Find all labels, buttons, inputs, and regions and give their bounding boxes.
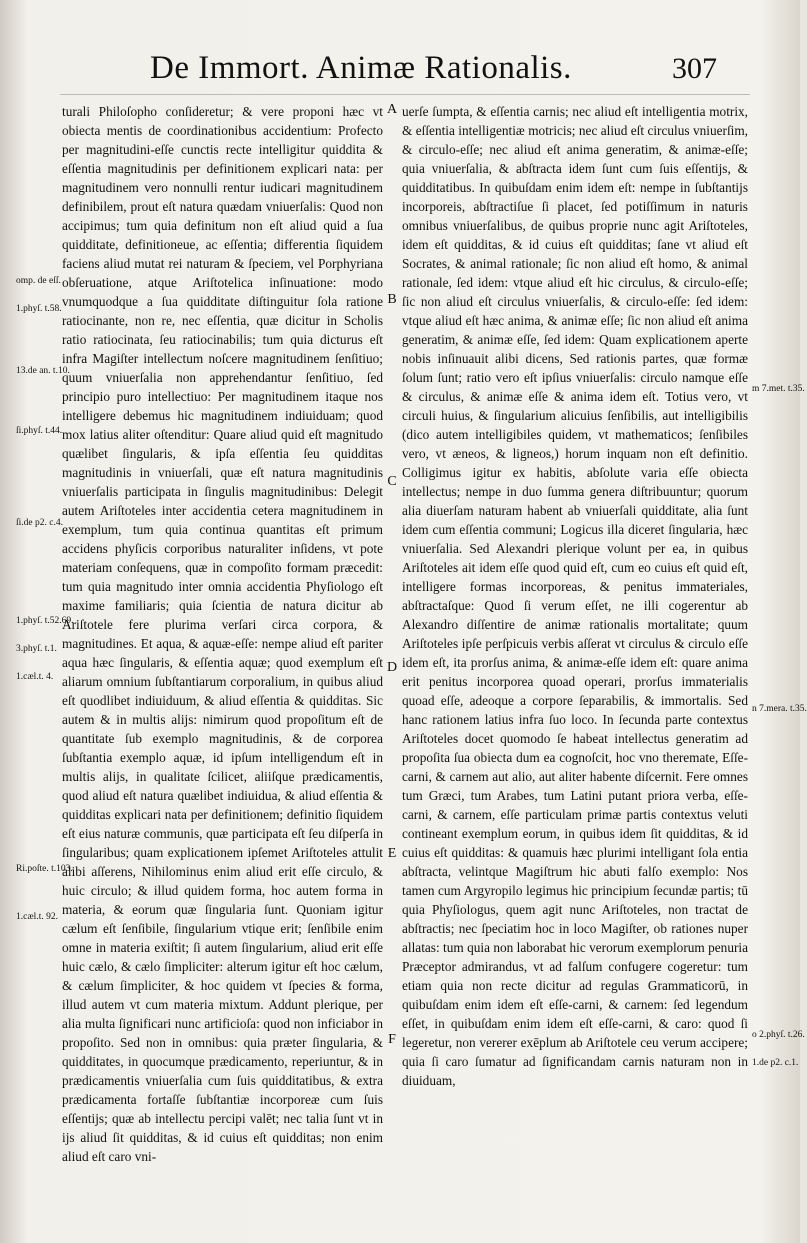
margin-note: Ri.poſte. t.103. [16, 864, 73, 874]
margin-note: omp. de eſſ. [16, 276, 61, 286]
page-number: 307 [672, 52, 717, 85]
section-letter-c: C [387, 474, 397, 489]
text-column-right [402, 102, 748, 1090]
margin-note: 1.de p2. c.1. [752, 1058, 799, 1068]
margin-note: o 2.phyſ. t.26. [752, 1030, 805, 1040]
margin-note: 1.phyſ. t.58. [16, 304, 62, 314]
running-head: De Immort. Animæ Rationalis. [150, 50, 572, 86]
margin-note: n 7.mera. t.35. [752, 704, 807, 714]
margin-note: ſi.de p2. c.4. [16, 518, 63, 528]
column-left-text: turali Philoſopho conſideretur; & vere proponi hæc vt obiecta mentis de coordinationibus accidentium: Profecto per magnitudini-eſſe cunctis recte intelligitur quiddita & eſſentia magnitudinis per definitionem explicari nata: per magnitudinem vero nonnulli rentur iudicari magnitudinem definibilem, prout eſt natura quædam vniuerſalis: Quod non accipimus; tum quia definitum non eſt aliud quid a ſua quidditate, definitioneue, ac eſſentia; differentia ſiquidem faciens aliud mutat rei naturam & ſpeciem, vel Porphyriana obſeruatione, atque Ariſtotelica inſinuatione: modo vnumquodque a ſua quidditate diſtinguitur ſola ratione ratiocinante, non re, nec eſſentia, quæ dicitur in Scholis ratio ratiocinata, ſeu ratiocinabilis; tum quia dicturus eſt infra Magiſter intellectum noſcere magnitudinem ſenſitiuo; quum vniuerſalia non apprehendantur ſenſitiuo, ſed principio puro intellectiuo: Per magnitudinem itaque nos intelligere debemus hic magnitudinem indiuiduam; quod mox latius aliter oſtenditur: Quare aliud quid eſt magnitudo quælibet ſingularis, & ipſa eſſentia ſeu quidditas magnitudinis in vniuerſali, quæ eſt natura magnitudinis vniuerſalis participata in ſingulis magnitudinibus: Delegit autem Ariſtoteles inter accidentia cetera magnitudinem in exemplum, tum quia continua quantitas eſt primum accidens phyſicis corporibus naturaliter inſidens, vt pote materiam conſequens, quæ in compoſito formam præcedit: tum quia magnitudo inter omnia accidentia Phyſiologo eſt maxime familiaris; quia ſcientia de natura dicitur ab Ariſtotele fere plurima verſari circa corpora, & magnitudines. Et aqua, & aquæ-eſſe: nempe aliud eſt pariter aqua hæc ſingularis, & eſſentia aquæ; quod exemplum eſt aliarum omnium ſubſtantiarum corporalium, in quibus aliud eſt quodlibet indiuiduum, & aliud eſſentia & quidditas. Sic autem & in multis alijs: nimirum quod propoſitum eſt de quantitate ſub exemplo magnitudinis, & de corporea ſubſtantia exemplo aquæ, id ipſum intelligendum eſt in multis alijs, in qualitate ſcilicet, aliiſque prædicamentis, quod aliud eſt natura quælibet indiuidua, & aliud eſſentia & quidditas explicari nata per definitionem; definitio ſiquidem eſt eius naturæ communis, quæ participata eſt ſeu diſperſa in ſingularibus; quam explicationem ipſemet Ariſtoteles attulit alibi aſſerens, Nihilominus enim aliud erit eſſe circulo, & huic circulo; & illud quidem forma, hoc autem forma in materia, & eorum quæ ſingularia ſunt. Quoniam igitur cælum eſt ſenſibile, ſingularium vtique erit; ſenſibile enim omne in materia exiſtit; ſi autem ſingularium, aliud erit eſſe huic cælo, & cælo ſimpliciter: alterum igitur eſt hoc cælum, & cælum ſimpliciter, & hoc quidem vt ſpecies & forma, illud autem vt cum materia mixtum. Addunt plerique, per alia multa ſignificari nunc artificioſa: quod non inficiabor in propoſito. Sed non in omnibus: quia præter ſingularia, & quidditates, in quocumque prædicamento, reperiuntur, & in prædicamentis vniuerſalia cum ſuis quidditatibus, & extra prædicamenta fortaſſe ſubſtantiæ incorporeæ cum ſuis eſſentijs; quæ ab intellectu percipi valēt; nec talia ſunt vt in ijs aliud ſit quidditas, & id cuius eſt quidditas; non enim aliud eſt caro vni- [62, 104, 383, 1164]
margin-note: ſi.phyſ. t.44. [16, 426, 63, 436]
column-right-text: uerſe ſumpta, & eſſentia carnis; nec aliud eſt intelligentia motrix, & eſſentia intelligentiæ motricis; nec aliud eſt circulus vniuerſim, & circulo-eſſe; nec aliud eſt anima generatim, & animæ-eſſe; quia vniuerſalia, & abſtracta idem ſunt cum ſuis eſſentijs, & quidditatibus. In quibuſdam enim idem eſt: nempe in ſubſtantijs incorporeis, abſtractiſue ſi placet, ſed potiſſimum in naturis omnibus vniuerſalibus, de quibus proprie nunc agit Ariſtoteles, idem eſt quidditas, & id cuius eſt quidditas; ſane vt aliud eſt Socrates, & animal rationale; ſic non aliud eſt homo, & animal rationale, ſed idem: vtque aliud eſt hic circulus, & circulo-eſſe; ſic non aliud eſt circulus vniuerſalis, & circulo-eſſe: ſed idem: vtque aliud eſt hæc anima, & animæ eſſe; ſic non aliud eſt anima generatim, & animæ eſſe, ſed idem: Quam explicationem aperte nobis inſinuauit alibi dicens, Sed rationis partes, quæ formæ ſolum ſunt; ratio vero eſt ipſius vniuerſalis: circulo namque eſſe & circulus, & animæ eſſe & anima idem eſt. Totius vero, vt circuli huius, & ſingularium alicuius ſenſibilis, aut intelligibilis (dico autem intelligibiles quidem, vt mathematicos; ſenſibiles vero, vt æneos, & ligneos,) horum inquam non eſt definitio. Colligimus igitur ex habitis, abſolute varia eſſe obiecta intellectus; nempe in duo ſumma genera diſtribuuntur; quorum alia diuerſam naturam habent ab vniuerſali quidditate, alia ſunt idem cum eſſentia communi; Logicus illa diceret ſingularia, hæc vniuerſalia. Sed Alexandri plerique volunt per ea, in quibus Ariſtoteles ait idem eſſe quod quid eſt, cum eo cuius eſt quid eſt, intelligere formas incorporeas, & penitus immateriales, abſtractaſque: Quod ſi verum eſſet, ne illi cogerentur ab Alexandro diſſentire de animæ rationalis mortalitate; quum Ariſtoteles ipſe perſpicuis verbis aſſerat vt circulus & circulo eſſe idem eſt, ita prorſus anima, & animæ-eſſe idem eſt: quare anima erit penitus incorporea quoad operari, prorſus immaterialis quoad eſſe, adeoque a corpore ſeparabilis, & immortalis. Sed hanc rationem latius infra ſuo loco. In ſecunda parte contextus Ariſtoteles docet quomodo ſe habeat intellectus generatim ad propoſita ſua obiecta dum ea cognoſcit, hoc vno theremate, Eſſe-carni, & carnem aut alio, aut aliter habente diſcernit. Fere omnes tum Græci, tum Arabes, tum Latini putant priora verba, eſſe-carni, & carnem, eſſe particulam primæ partis contextus veluti contineant exemplum eorum, in quibus idem ſit quidditas, & id cuius eſt quidditas: & quamuis hæc plurimi intelligant ſola entia abſtracta, velintque Magiſtrum hic abuti falſo exemplo: Nos tamen cum Argyropilo legimus hic principium ſecundæ partis; tū quia Phyſiologus, quem agit nunc Ariſtoteles, non tractat de abſtractis; nec ſpeciatim hoc in loco Magiſter, ob rationes nuper allatas: tum quia non laborabat hic verorum exemplorum penuria Præceptor admirandus, vt ad falſum confugere cogeretur: tum etiam quia non recte dicitur ad regulas Grammaticorū, in quibuſdam enim idem eſt eſſe-carni, & carnem: ſed legendum eſſet, in quibuſdam enim idem eſt eſſe-carni, & caro: quod ſi legeretur, non vererer exēplum ab Ariſtotele ceu verum accipere; quia ſi caro ſumatur ad ſignificandam carnis naturam non in diuiduam, [402, 104, 748, 1088]
margin-note: 1.phyſ. t.52.69. [16, 616, 74, 626]
margin-note: m 7.met. t.35. [752, 384, 805, 394]
margin-note: 3.phyſ. t.1. [16, 644, 57, 654]
header-rule [60, 94, 750, 95]
section-letter-f: F [388, 1032, 396, 1047]
section-letter-e: E [387, 846, 397, 861]
margin-note: 1.cæl.t. 92. [16, 912, 58, 922]
text-column-left [62, 102, 383, 1166]
section-letter-a: A [386, 102, 398, 117]
section-letter-d: D [386, 660, 398, 675]
margin-note: 13.de an. t.10. [16, 366, 70, 376]
section-letter-b: B [387, 292, 397, 307]
margin-note: 1.cæl.t. 4. [16, 672, 54, 682]
section-letter-gutter [384, 102, 400, 1202]
